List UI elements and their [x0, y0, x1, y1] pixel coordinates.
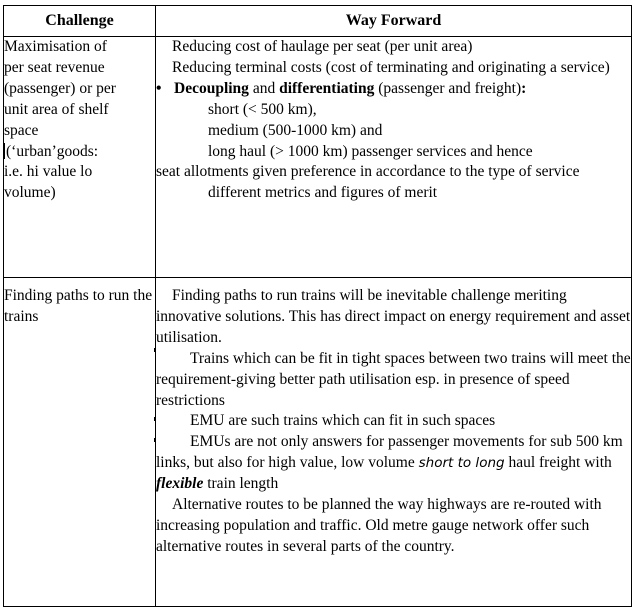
table-row	[4, 37, 632, 278]
paragraph	[156, 432, 631, 495]
paragraph: Finding paths to run trains will be inevitable challenge meriting innovative solutions. This has direct impact on energy requirement and asset utilisation.	[156, 287, 631, 346]
challenge-cell	[4, 37, 156, 278]
margin-tick	[154, 417, 158, 421]
paragraph: seat allotments given preference in accordance to the type of service	[156, 163, 580, 181]
header-way-forward: Way Forward	[156, 6, 632, 37]
challenge-line: volume)	[4, 184, 56, 202]
paragraph: Reducing cost of haulage per seat (per unit area)	[172, 38, 473, 55]
paragraph-text: haul freight with	[504, 454, 612, 472]
paragraph-text: train length	[203, 475, 279, 493]
bullet-item	[156, 79, 631, 100]
sub-item: long haul (> 1000 km) passenger services and hence	[208, 142, 533, 160]
bullet-text: (passenger and freight)	[374, 79, 522, 97]
bullet-icon: •	[156, 79, 162, 97]
margin-tick	[154, 348, 158, 352]
header-challenge: Challenge	[4, 6, 156, 37]
bold-term: differentiating	[279, 79, 375, 97]
header-row	[4, 6, 632, 37]
margin-tick	[154, 438, 158, 442]
bold-italic-term: flexible	[156, 475, 204, 493]
paragraph: Reducing terminal costs (cost of terminating and originating a service)	[172, 58, 610, 76]
bold-colon: :	[521, 79, 527, 97]
challenge-table	[3, 5, 632, 607]
paragraph: Trains which can be fit in tight spaces between two trains will meet the requirement-giving better path utilisation esp. in presence of speed restrictions	[156, 349, 631, 409]
challenge-line: i.e. hi value lo	[4, 163, 93, 181]
challenge-line	[4, 142, 155, 163]
sub-item: medium (500-1000 km) and	[208, 121, 383, 139]
paragraph-text: EMUs are not only answers for passenger movements for sub 500 km links, but also for high value, low volume	[156, 433, 623, 472]
challenge-line-text: (‘urban’goods:	[6, 142, 99, 160]
sub-item: short (< 500 km),	[208, 100, 317, 118]
challenge-cell: Finding paths to run the trains	[4, 278, 156, 607]
challenge-line: Maximisation of	[4, 38, 107, 55]
challenge-line: space	[4, 121, 39, 139]
bullet-text: and	[248, 79, 280, 97]
paragraph: EMU are such trains which can fit in such spaces	[190, 412, 496, 430]
bold-term: Decoupling	[174, 79, 249, 97]
handwritten-text: short to long	[418, 455, 505, 472]
challenge-line: (passenger) or per	[4, 79, 116, 97]
paragraph: Alternative routes to be planned the way highways are re-routed with increasing population and traffic. Old metre gauge network offer such alternative routes in several parts of the country.	[156, 496, 602, 555]
text-cursor	[4, 143, 5, 159]
challenge-line: unit area of shelf	[4, 100, 109, 118]
sub-item: different metrics and figures of merit	[208, 184, 438, 202]
way-forward-cell	[156, 278, 632, 607]
challenge-line: per seat revenue	[4, 58, 105, 76]
table-row	[4, 278, 632, 607]
way-forward-cell	[156, 37, 632, 278]
